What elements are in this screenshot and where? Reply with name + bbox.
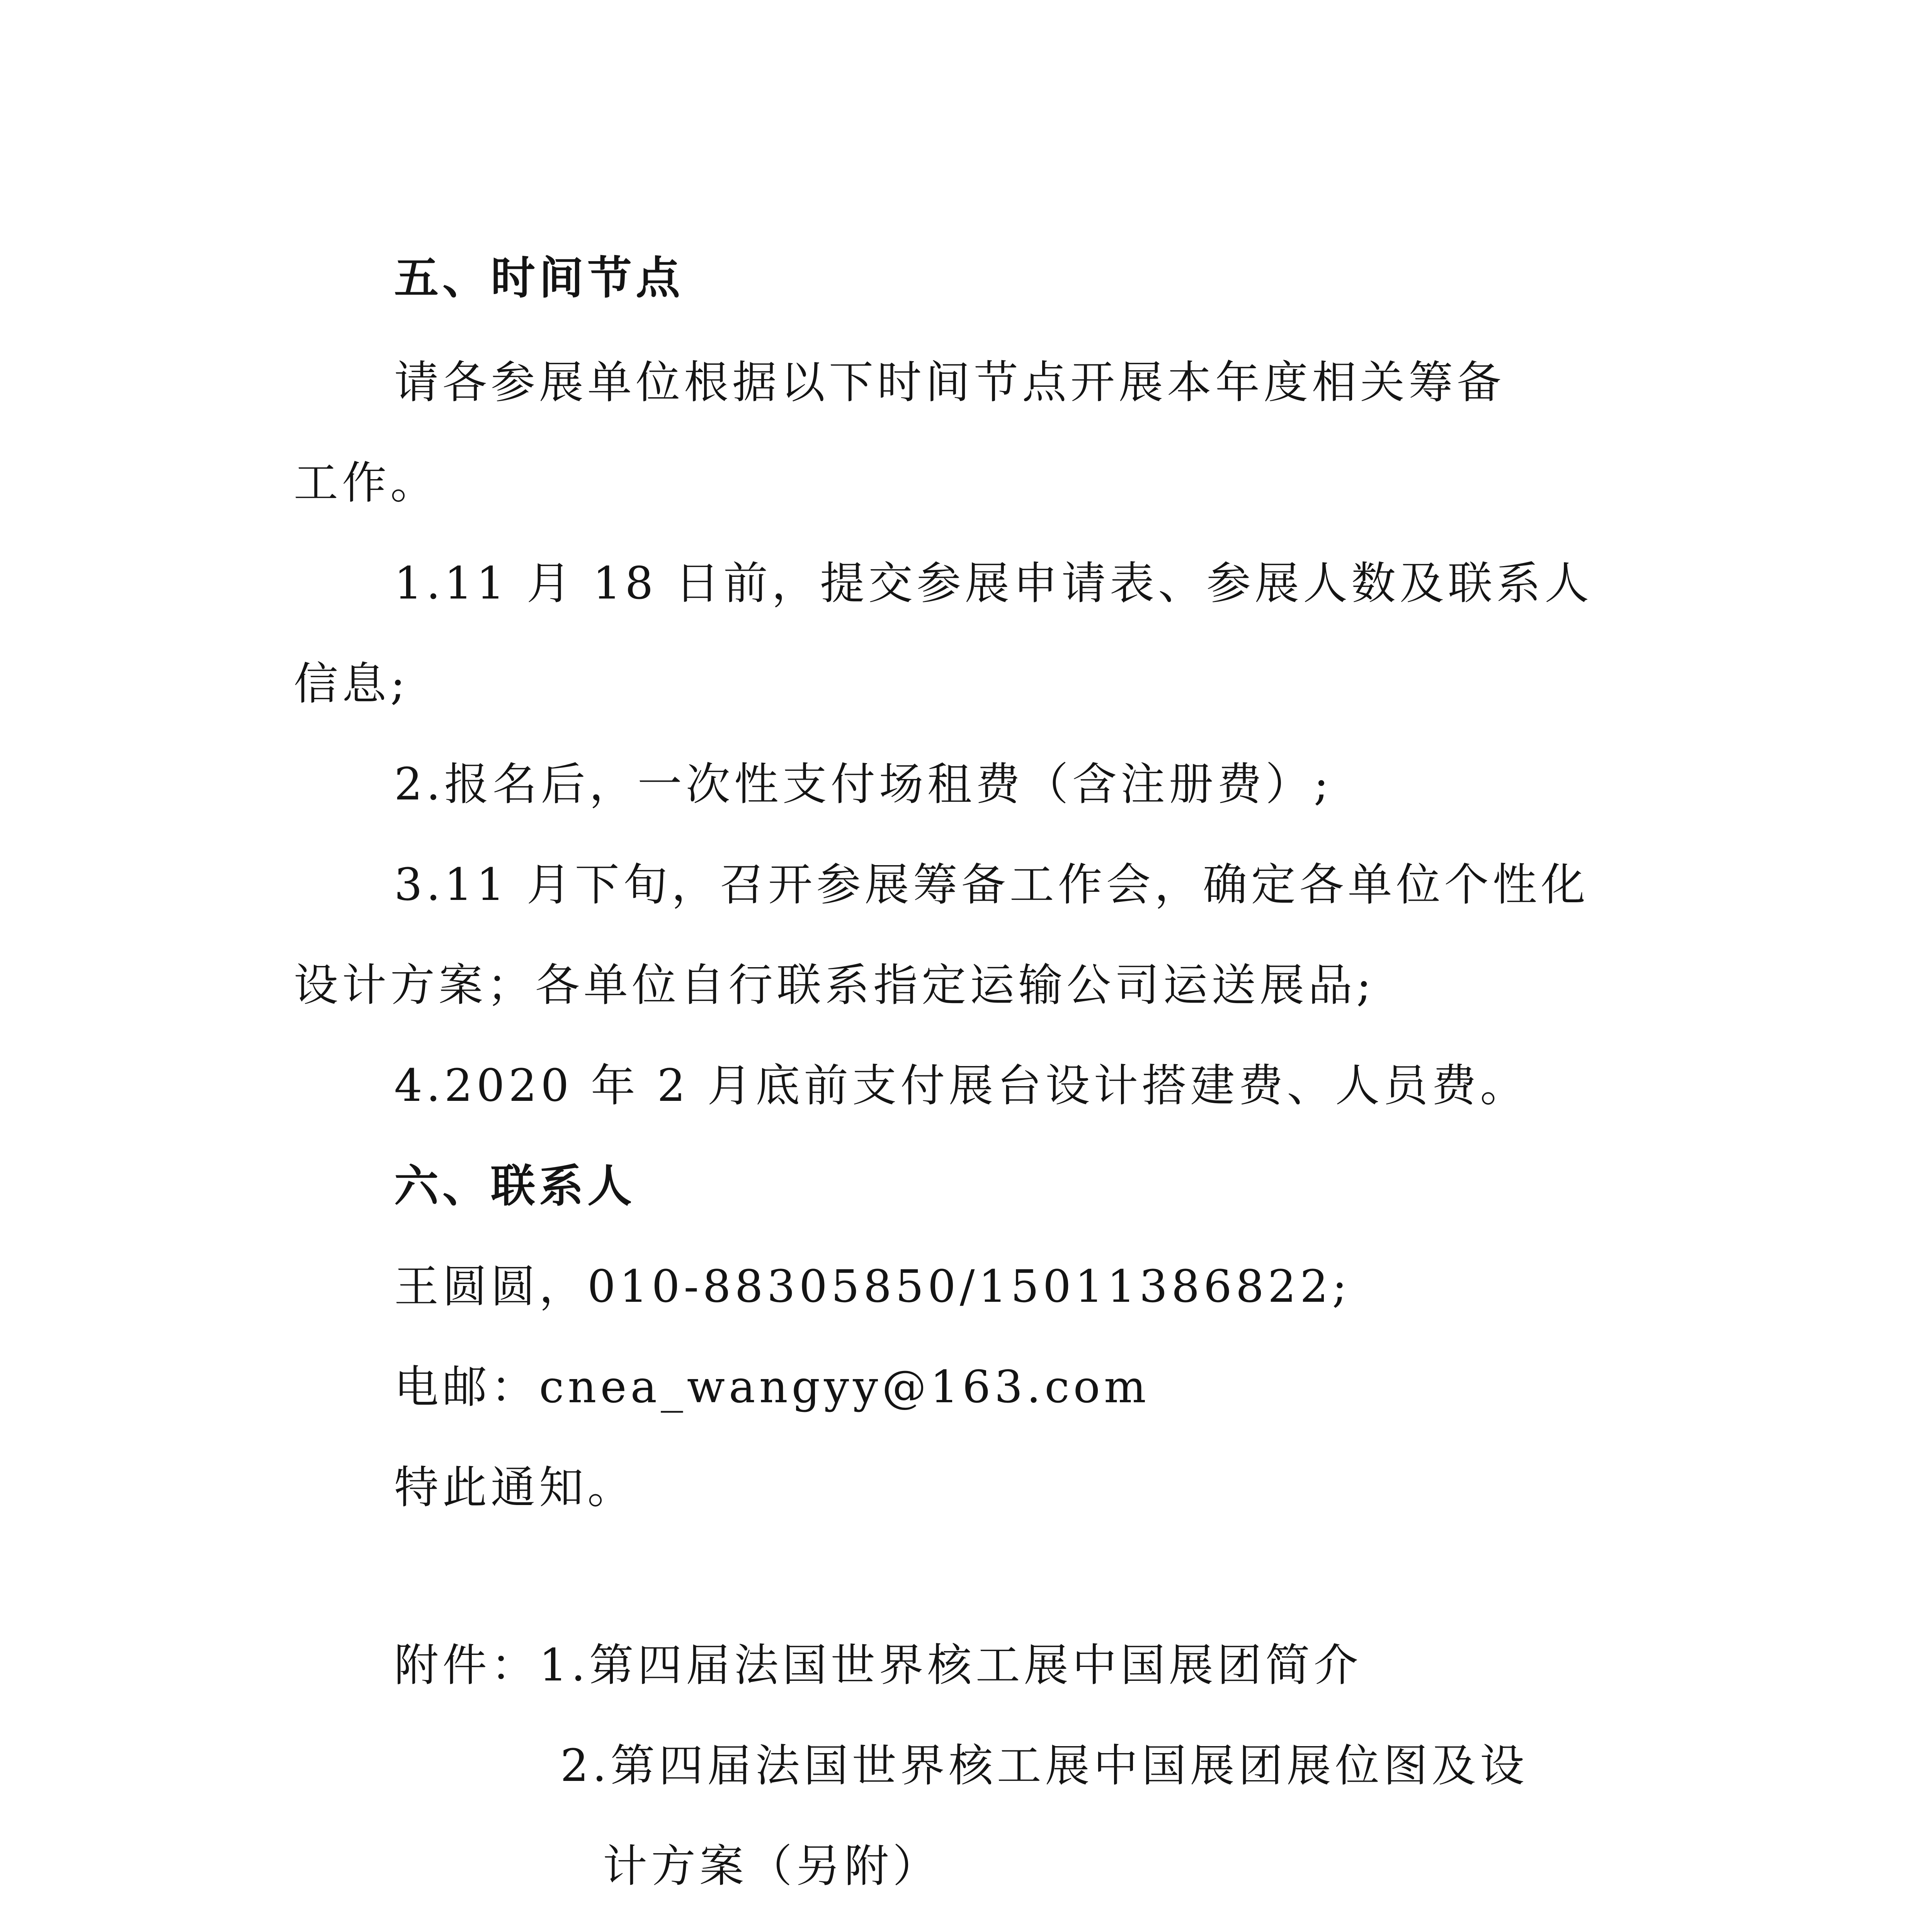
schedule-intro-line-2: 工作。 bbox=[294, 457, 439, 509]
schedule-intro-line-1: 请各参展单位根据以下时间节点开展本年度相关筹备 bbox=[394, 357, 1505, 408]
schedule-item-1-line-1: 1.11 月 18 日前，提交参展申请表、参展人数及联系人 bbox=[394, 558, 1593, 609]
schedule-item-3-line-2: 设计方案；各单位自行联系指定运输公司运送展品; bbox=[294, 959, 1375, 1011]
closing-remark: 特此通知。 bbox=[394, 1462, 636, 1514]
schedule-item-4: 4.2020 年 2 月底前支付展台设计搭建费、人员费。 bbox=[394, 1060, 1529, 1112]
section-heading-contact: 六、联系人 bbox=[394, 1160, 636, 1212]
contact-person: 王圆圆，010-88305850/15011386822; bbox=[394, 1261, 1351, 1313]
attachment-item-2-line-1: 2.第四届法国世界核工展中国展团展位图及设 bbox=[560, 1740, 1528, 1792]
schedule-item-2: 2.报名后，一次性支付场租费（含注册费）; bbox=[394, 759, 1333, 810]
schedule-item-3-line-1: 3.11 月下旬，召开参展筹备工作会，确定各单位个性化 bbox=[394, 859, 1589, 911]
attachment-item-1: 附件：1.第四届法国世界核工展中国展团简介 bbox=[394, 1639, 1362, 1691]
contact-email: 电邮：cnea_wangyy@163.com bbox=[394, 1361, 1150, 1413]
schedule-item-1-line-2: 信息; bbox=[294, 658, 409, 710]
attachment-item-2-line-2: 计方案（另附） bbox=[603, 1840, 941, 1892]
section-heading-schedule: 五、时间节点 bbox=[394, 252, 684, 304]
